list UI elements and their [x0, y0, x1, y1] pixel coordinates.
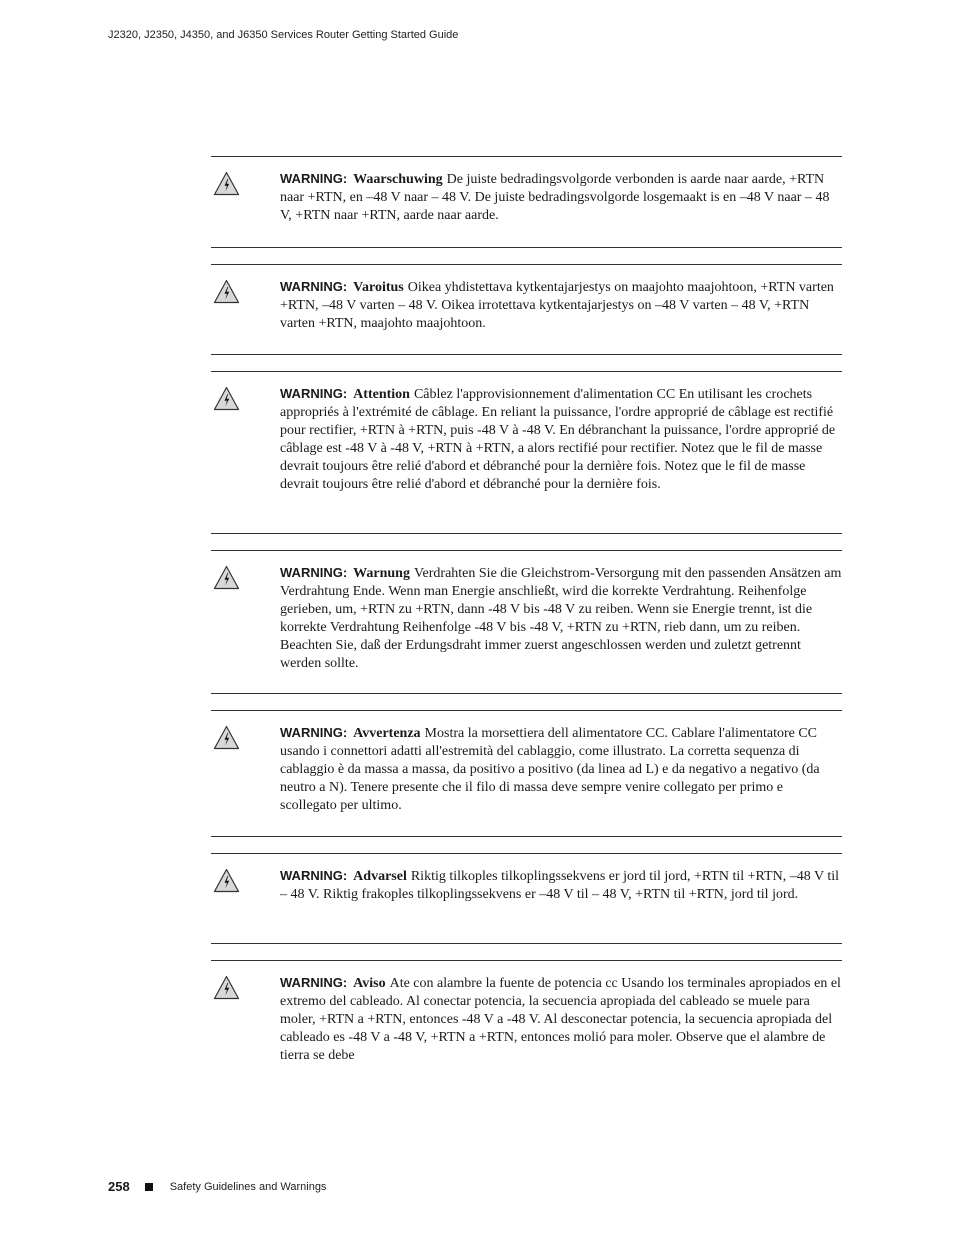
warning-language: Avvertenza [353, 726, 421, 741]
warnings-list [211, 156, 842, 1065]
warning-french [211, 371, 842, 534]
warning-language: Aviso [353, 976, 386, 991]
section-title: Safety Guidelines and Warnings [169, 1180, 327, 1193]
warning-label: WARNING: [280, 386, 348, 401]
warning-italian [211, 710, 842, 837]
warning-body: Câblez l'approvisionnement d'alimentation CC En utilisant les crochets appropriés à l'extrémité de câblage. En reliant la puissance, l'ordre approprié de câblage est rectifié pour rectifier, +RTN à +RTN, puis -48 V à -48 V. En débranchant la puissance, l'ordre approprié de câblage est -48 V à -48 V, +RTN à +RTN, a alors rectifié pour rectifier. Notez que le fil de masse devrait toujours être relié d'abord et débranché pour la dernière fois. Notez que le fil de masse devrait toujours être relié d'abord et débranché pour la dernière fois. [280, 387, 836, 492]
warning-spanish [211, 960, 842, 1065]
electrical-hazard-icon [213, 565, 240, 590]
electrical-hazard-icon [213, 975, 240, 1000]
warning-text [280, 724, 842, 815]
page-number: 258 [108, 1179, 130, 1194]
warning-dutch [211, 156, 842, 248]
page-footer [108, 1179, 326, 1194]
warning-label: WARNING: [280, 975, 348, 990]
warning-label: WARNING: [280, 725, 348, 740]
warning-text [280, 564, 842, 673]
warning-text [280, 974, 842, 1065]
electrical-hazard-icon [213, 279, 240, 304]
warning-label: WARNING: [280, 171, 348, 186]
electrical-hazard-icon [213, 725, 240, 750]
warning-body: Verdrahten Sie die Gleichstrom-Versorgung mit den passenden Ansätzen am Verdrahtung Ende. Wenn man Energie anschließt, wird die korrekte Verdrahtung. Reihenfolge gerieben, um, +RTN zu +RTN, dann -48 V bis -48 V zu reiben. Wenn sie Energie trennt, ist die korrekte Verdrahtung Reihenfolge -48 V bis -48 V, +RTN zu +RTN, rieb dann, um zu reiben. Beachten Sie, daß der Erdungsdraht immer zuerst angeschlossen werden und zuletzt getrennt werden sollte. [280, 566, 842, 671]
electrical-hazard-icon [213, 868, 240, 893]
warning-german [211, 550, 842, 694]
warning-label: WARNING: [280, 868, 348, 883]
electrical-hazard-icon [213, 386, 240, 411]
warning-text [280, 385, 842, 494]
warning-language: Warnung [353, 566, 410, 581]
electrical-hazard-icon [213, 171, 240, 196]
warning-language: Waarschuwing [353, 172, 443, 187]
warning-text [280, 278, 842, 333]
warning-text [280, 170, 842, 225]
warning-finnish [211, 264, 842, 355]
warning-body: De juiste bedradingsvolgorde verbonden is aarde naar aarde, +RTN naar +RTN, en –48 V naar – 48 V. De juiste bedradingsvolgorde losgemaakt is en –48 V naar – 48 V, +RTN naar +RTN, aarde naar aarde. [280, 172, 830, 223]
warning-body: Mostra la morsettiera dell alimentatore CC. Cablare l'alimentatore CC usando i connettori adatti all'estremità del cablaggio, come illustrato. La corretta sequenza di cablaggio è da massa a massa, da positivo a positivo (da linea ad L) e da negativo a negativo (da neutro a N). Tenere presente che il filo di massa deve sempre venire collegato per primo e scollegato per ultimo. [280, 726, 820, 813]
warning-body: Riktig tilkoples tilkoplingssekvens er jord til jord, +RTN til +RTN, –48 V til – 48 V. Riktig frakoples tilkoplingssekvens er –48 V til – 48 V, +RTN til +RTN, jord til jord. [280, 869, 839, 902]
warning-label: WARNING: [280, 279, 348, 294]
separator-square-icon [145, 1183, 153, 1191]
warning-text [280, 867, 842, 904]
warning-language: Advarsel [353, 869, 407, 884]
warning-norwegian [211, 853, 842, 944]
warning-label: WARNING: [280, 565, 348, 580]
running-header: J2320, J2350, J4350, and J6350 Services Router Getting Started Guide [108, 29, 459, 41]
warning-language: Attention [353, 387, 410, 402]
warning-body: Ate con alambre la fuente de potencia cc Usando los terminales apropiados en el extremo del cableado. Al conectar potencia, la secuencia apropiada del cableado se muele para moler, +RTN a +RTN, entonces -48 V a -48 V. Al desconectar potencia, la secuencia apropiada del cableado es -48 V a -48 V, +RTN a +RTN, entonces molió para moler. Observe que el alambre de tierra se debe [280, 976, 841, 1063]
warning-body: Oikea yhdistettava kytkentajarjestys on maajohto maajohtoon, +RTN varten +RTN, –48 V varten – 48 V. Oikea irrotettava kytkentajarjestys on –48 V varten – 48 V, +RTN varten +RTN, maajohto maajohtoon. [280, 280, 834, 331]
warning-language: Varoitus [353, 280, 404, 295]
